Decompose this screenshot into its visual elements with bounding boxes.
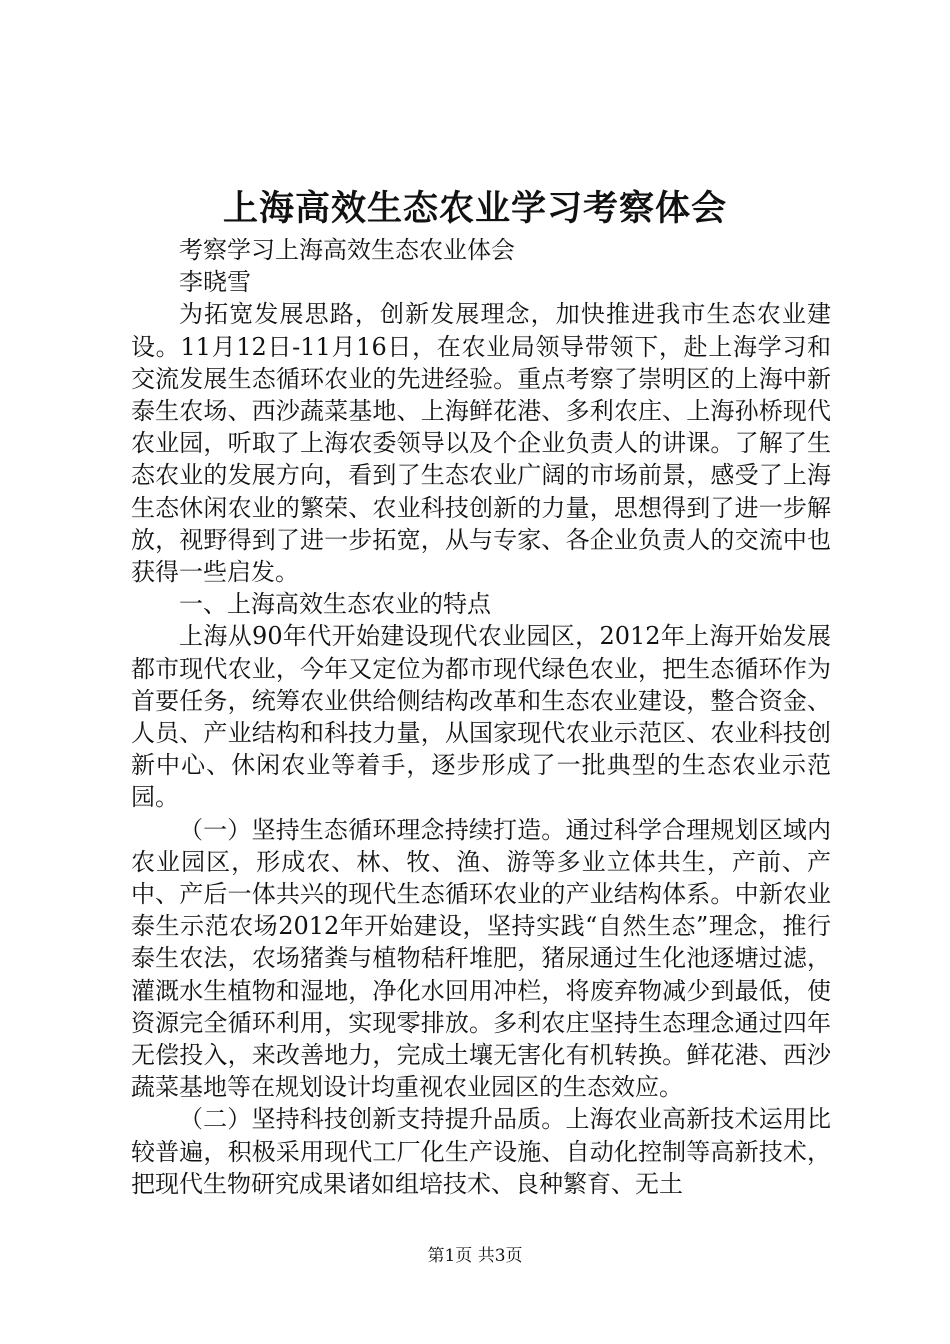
body-paragraph: （一）坚持生态循环理念持续打造。通过科学合理规划区域内农业园区，形成农、林、牧、渔、游等多业立体共生，产前、产中、产后一体共兴的现代生态循环农业的产业结构体系。中新农业泰生示范农场2012年开始建设，坚持实践“自然生态”理念，推行泰生农法，农场猪粪与植物秸秆堆肥，猪尿通过生化池逐塘过滤，灌溉水生植物和湿地，净化水回用冲栏，将废弃物减少到最低，使资源完全循环利用，实现零排放。多利农庄坚持生态理念通过四年无偿投入，来改善地力，完成土壤无害化有机转换。鲜花港、西沙蔬菜基地等在规划设计均重视农业园区的生态效应。 [131, 815, 831, 1102]
document-title: 上海高效生态农业学习考察体会 [222, 188, 727, 229]
author-paragraph: 李晓雪 [179, 268, 251, 297]
subtitle-paragraph: 考察学习上海高效生态农业体会 [179, 236, 515, 264]
body-paragraph: （二）坚持科技创新支持提升品质。上海农业高新技术运用比较普遍，积极采用现代工厂化生产设施、自动化控制等高新技术，把现代生物研究成果诸如组培技术、良种繁育、无土 [131, 1105, 831, 1198]
body-paragraph: 上海从90年代开始建设现代农业园区，2012年上海开始发展都市现代农业，今年又定位为都市现代绿色农业，把生态循环作为首要任务，统筹农业供给侧结构改革和生态农业建设，整合资金、人员、产业结构和科技力量，从国家现代农业示范区、农业科技创新中心、休闲农业等着手，逐步形成了一批典型的生态农业示范园。 [131, 622, 831, 812]
document-body [131, 234, 831, 1200]
section-heading: 一、上海高效生态农业的特点 [179, 590, 491, 619]
intro-paragraph: 为拓宽发展思路，创新发展理念，加快推进我市生态农业建设。11月12日-11月16日，在农业局领导带领下，赴上海学习和交流发展生态循环农业的先进经验。重点考察了崇明区的上海中新泰生农场、西沙蔬菜基地、上海鲜花港、多利农庄、上海孙桥现代农业园，听取了上海农委领导以及个企业负责人的讲课。了解了生态农业的发展方向，看到了生态农业广阔的市场前景，感受了上海生态休闲农业的繁荣、农业科技创新的力量，思想得到了进一步解放，视野得到了进一步拓宽，从与专家、各企业负责人的交流中也获得一些启发。 [131, 300, 831, 587]
page-footer: 第1页 共3页 [427, 1246, 523, 1266]
